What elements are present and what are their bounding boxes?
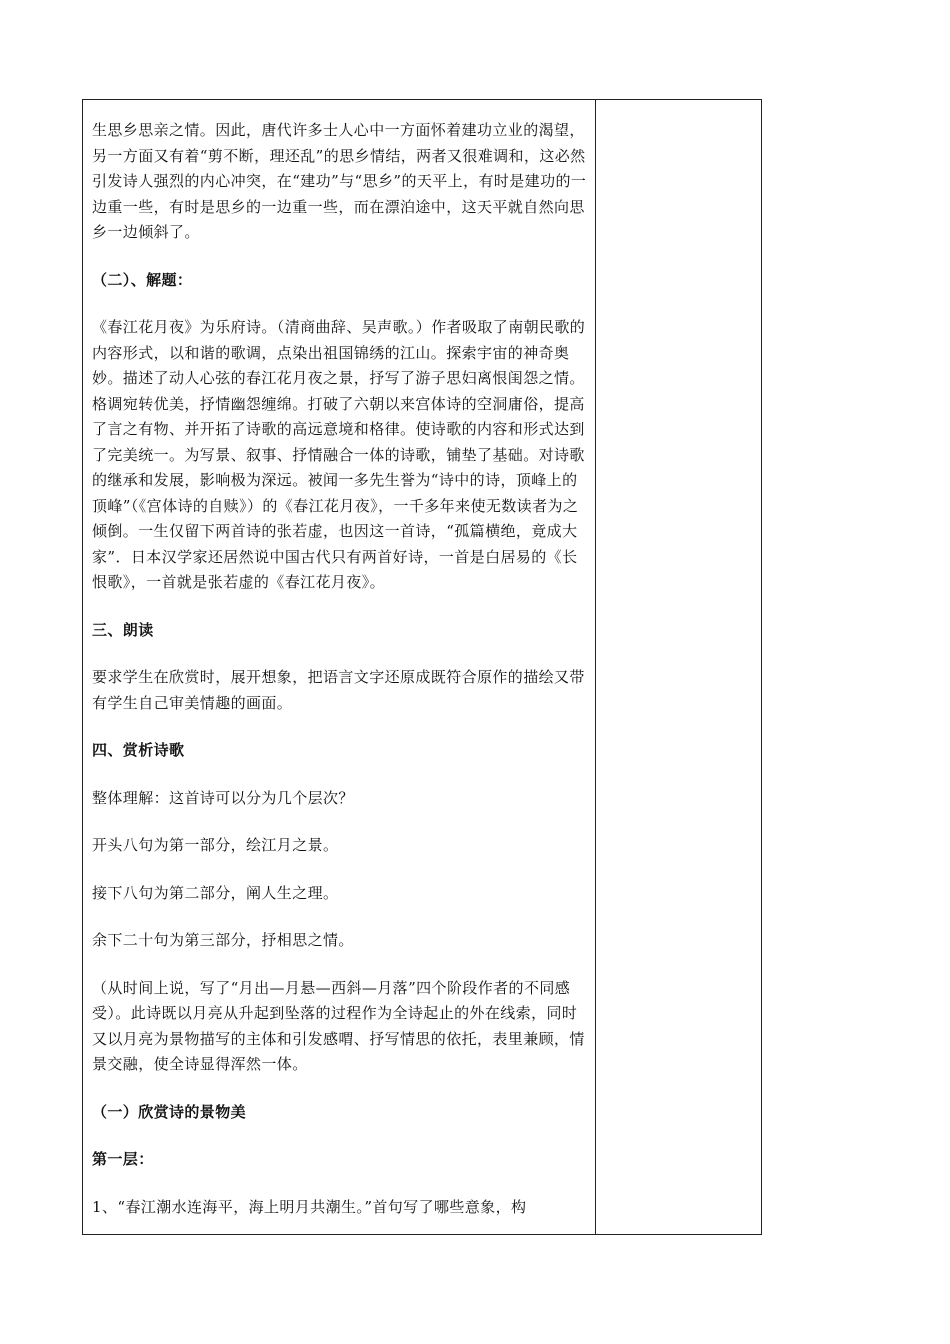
part-one-text: 开头八句为第一部分，绘江月之景。: [92, 836, 339, 854]
lesson-content: [92, 118, 592, 1220]
jieti-heading: （二）、解题：: [92, 270, 193, 289]
main-content-cell: [83, 100, 596, 1234]
langdu-body: 要求学生在欣赏时，展开想象，把语言文字还原成既符合原作的描绘又带有学生自己审美情趣的画面。: [92, 668, 585, 712]
langdu-heading: 三、朗读: [92, 620, 154, 639]
structure-question: 整体理解：这首诗可以分为几个层次？: [92, 788, 354, 807]
jieti-body: 《春江花月夜》为乐府诗。（清商曲辞、吴声歌。）作者吸取了南朝民歌的内容形式，以和谐的歌调，点染出祖国锦绣的江山。探索宇宙的神奇奥妙。描述了动人心弦的春江花月夜之景，抒写了游子思妇离恨闺怨之情。格调宛转优美，抒情幽怨缠绵。打破了六朝以来宫体诗的空洞庸俗，提高了言之有物、并开拓了诗歌的高远意境和格律。使诗歌的内容和形式达到了完美统一。为写景、叙事、抒情融合一体的诗歌，铺垫了基础。对诗歌的继承和发展，影响极为深远。被闻一多先生誉为“诗中的诗，顶峰上的顶峰”（《宫体诗的自赎》）的《春江花月夜》，一千多年来使无数读者为之倾倒。一生仅留下两首诗的张若虚，也因这一首诗，“孤篇横绝，竟成大家”．日本汉学家还居然说中国古代只有两首好诗，一首是白居易的《长恨歌》，一首就是张若虚的《春江花月夜》。: [92, 318, 586, 591]
timeline-note: （从时间上说，写了“月出—月悬—西斜—月落”四个阶段作者的不同感受）。此诗既以月亮从升起到坠落的过程作为全诗起止的外在线索，同时又以月亮为景物描写的主体和引发感喟、抒写情思的依托，表里兼顾，情景交融，使全诗显得浑然一体。: [92, 978, 585, 1073]
intro-paragraph: 生思乡思亲之情。因此，唐代许多士人心中一方面怀着建功立业的渴望，另一方面又有着“剪不断，理还乱”的思乡情结，两者又很难调和，这必然引发诗人强烈的内心冲突，在“建功”与“思乡”的天平上，有时是建功的一边重一些，有时是思乡的一边重一些，而在漂泊途中，这天平就自然向思乡一边倾斜了。: [92, 121, 587, 241]
jingwu-heading: （一）欣赏诗的景物美: [92, 1102, 247, 1121]
part-three-text: 余下二十句为第三部分，抒相思之情。: [92, 931, 354, 949]
lesson-plan-table: [82, 99, 762, 1235]
shangxi-heading: 四、赏析诗歌: [92, 741, 185, 759]
first-line-question: 1、“春江潮水连海平，海上明月共潮生。”首句写了哪些意象，构: [92, 1197, 527, 1216]
layer-one-heading: 第一层：: [92, 1150, 154, 1168]
notes-cell: [596, 100, 761, 1234]
part-two-text: 接下八句为第二部分，阐人生之理。: [92, 883, 339, 902]
